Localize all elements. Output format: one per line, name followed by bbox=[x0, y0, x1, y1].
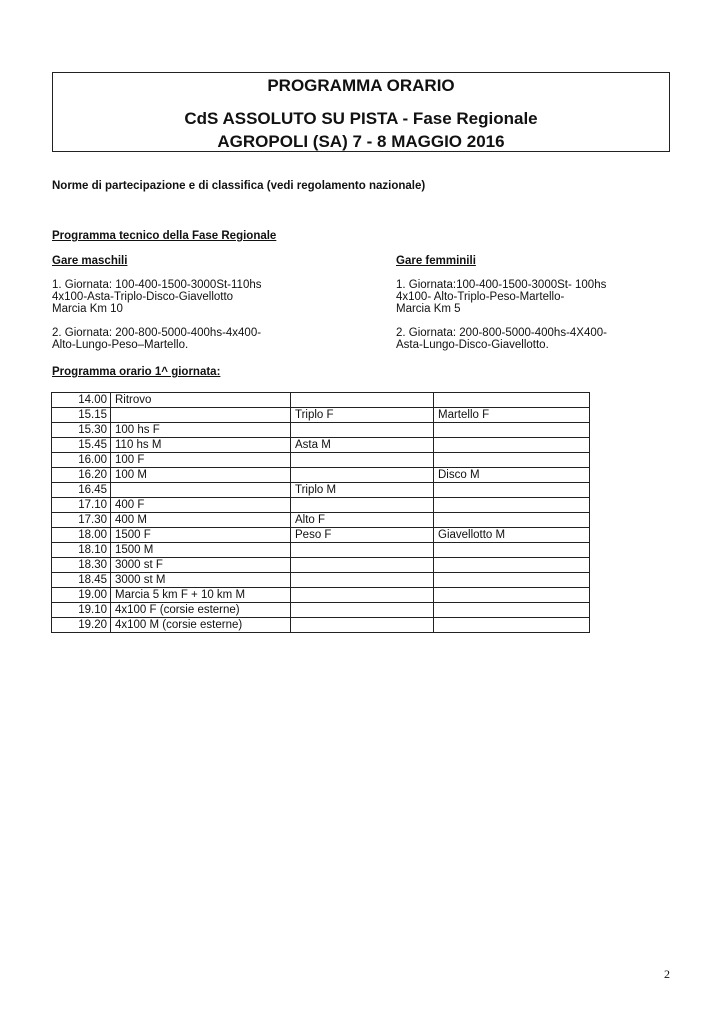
throw-event-cell bbox=[434, 543, 590, 558]
event-location-date: AGROPOLI (SA) 7 - 8 MAGGIO 2016 bbox=[217, 132, 505, 151]
throw-event-cell bbox=[434, 558, 590, 573]
track-event-cell: 400 M bbox=[111, 513, 291, 528]
time-cell: 17.10 bbox=[52, 498, 111, 513]
jump-event-cell: Triplo M bbox=[291, 483, 434, 498]
time-cell: 15.30 bbox=[52, 423, 111, 438]
table-row bbox=[52, 573, 590, 588]
table-row bbox=[52, 543, 590, 558]
jump-event-cell bbox=[291, 543, 434, 558]
track-event-cell: 100 M bbox=[111, 468, 291, 483]
jump-event-cell: Asta M bbox=[291, 438, 434, 453]
table-row bbox=[52, 498, 590, 513]
gare-femminili-day2 bbox=[396, 327, 607, 351]
throw-event-cell bbox=[434, 513, 590, 528]
schedule-table bbox=[51, 392, 590, 633]
jump-event-cell bbox=[291, 498, 434, 513]
time-cell: 18.30 bbox=[52, 558, 111, 573]
programma-tecnico-heading: Programma tecnico della Fase Regionale bbox=[52, 230, 277, 242]
table-row bbox=[52, 603, 590, 618]
jump-event-cell bbox=[291, 603, 434, 618]
table-row bbox=[52, 393, 590, 408]
text-line: 2. Giornata: 200-800-5000-400hs-4X400- bbox=[396, 327, 607, 339]
table-row bbox=[52, 468, 590, 483]
time-cell: 16.20 bbox=[52, 468, 111, 483]
track-event-cell: 400 F bbox=[111, 498, 291, 513]
track-event-cell: 100 hs F bbox=[111, 423, 291, 438]
throw-event-cell: Disco M bbox=[434, 468, 590, 483]
jump-event-cell bbox=[291, 468, 434, 483]
track-event-cell: Ritrovo bbox=[111, 393, 291, 408]
table-row bbox=[52, 453, 590, 468]
table-row bbox=[52, 438, 590, 453]
throw-event-cell bbox=[434, 438, 590, 453]
gare-maschili-heading: Gare maschili bbox=[52, 255, 128, 267]
event-subtitle: CdS ASSOLUTO SU PISTA - Fase Regionale bbox=[184, 109, 538, 128]
table-row bbox=[52, 408, 590, 423]
time-cell: 18.10 bbox=[52, 543, 111, 558]
table-row bbox=[52, 528, 590, 543]
gare-femminili-heading: Gare femminili bbox=[396, 255, 476, 267]
text-line: Alto-Lungo-Peso–Martello. bbox=[52, 339, 189, 351]
gare-femminili-day1 bbox=[396, 279, 606, 315]
jump-event-cell bbox=[291, 588, 434, 603]
track-event-cell: 1500 M bbox=[111, 543, 291, 558]
throw-event-cell bbox=[434, 393, 590, 408]
programma-orario-heading: Programma orario 1^ giornata: bbox=[52, 366, 221, 378]
track-event-cell: 3000 st M bbox=[111, 573, 291, 588]
track-event-cell: 3000 st F bbox=[111, 558, 291, 573]
table-row bbox=[52, 423, 590, 438]
text-line: 4x100-Asta-Triplo-Disco-Giavellotto bbox=[52, 291, 234, 303]
gare-maschili-day1 bbox=[52, 279, 262, 315]
table-row bbox=[52, 588, 590, 603]
text-line: 4x100- Alto-Triplo-Peso-Martello- bbox=[396, 291, 565, 303]
title-box bbox=[52, 72, 670, 152]
throw-event-cell: Martello F bbox=[434, 408, 590, 423]
table-row bbox=[52, 513, 590, 528]
time-cell: 14.00 bbox=[52, 393, 111, 408]
jump-event-cell bbox=[291, 573, 434, 588]
jump-event-cell bbox=[291, 393, 434, 408]
throw-event-cell bbox=[434, 498, 590, 513]
jump-event-cell: Alto F bbox=[291, 513, 434, 528]
text-line: 1. Giornata:100-400-1500-3000St- 100hs bbox=[396, 279, 607, 291]
throw-event-cell bbox=[434, 453, 590, 468]
table-row bbox=[52, 618, 590, 633]
text-line: 2. Giornata: 200-800-5000-400hs-4x400- bbox=[52, 327, 262, 339]
time-cell: 18.00 bbox=[52, 528, 111, 543]
track-event-cell bbox=[111, 483, 291, 498]
time-cell: 16.45 bbox=[52, 483, 111, 498]
schedule-body bbox=[52, 393, 590, 633]
jump-event-cell: Triplo F bbox=[291, 408, 434, 423]
throw-event-cell bbox=[434, 423, 590, 438]
time-cell: 16.00 bbox=[52, 453, 111, 468]
jump-event-cell bbox=[291, 423, 434, 438]
time-cell: 19.20 bbox=[52, 618, 111, 633]
table-row bbox=[52, 558, 590, 573]
time-cell: 17.30 bbox=[52, 513, 111, 528]
throw-event-cell bbox=[434, 573, 590, 588]
text-line: 1. Giornata: 100-400-1500-3000St-110hs bbox=[52, 279, 262, 291]
throw-event-cell bbox=[434, 618, 590, 633]
page-number: 2 bbox=[664, 967, 670, 981]
table-row bbox=[52, 483, 590, 498]
jump-event-cell bbox=[291, 558, 434, 573]
track-event-cell: 110 hs M bbox=[111, 438, 291, 453]
jump-event-cell: Peso F bbox=[291, 528, 434, 543]
time-cell: 18.45 bbox=[52, 573, 111, 588]
page-title: PROGRAMMA ORARIO bbox=[267, 76, 455, 95]
time-cell: 19.00 bbox=[52, 588, 111, 603]
gare-maschili-day2 bbox=[52, 327, 261, 351]
track-event-cell: 100 F bbox=[111, 453, 291, 468]
throw-event-cell bbox=[434, 483, 590, 498]
norme-heading: Norme di partecipazione e di classifica (vedi regolamento nazionale) bbox=[52, 180, 426, 192]
jump-event-cell bbox=[291, 618, 434, 633]
time-cell: 19.10 bbox=[52, 603, 111, 618]
track-event-cell: 4x100 F (corsie esterne) bbox=[111, 603, 291, 618]
text-line: Asta-Lungo-Disco-Giavellotto. bbox=[396, 339, 549, 351]
jump-event-cell bbox=[291, 453, 434, 468]
throw-event-cell: Giavellotto M bbox=[434, 528, 590, 543]
time-cell: 15.45 bbox=[52, 438, 111, 453]
text-line: Marcia Km 10 bbox=[52, 303, 123, 315]
track-event-cell: 1500 F bbox=[111, 528, 291, 543]
throw-event-cell bbox=[434, 603, 590, 618]
track-event-cell bbox=[111, 408, 291, 423]
track-event-cell: Marcia 5 km F + 10 km M bbox=[111, 588, 291, 603]
text-line: Marcia Km 5 bbox=[396, 303, 461, 315]
throw-event-cell bbox=[434, 588, 590, 603]
time-cell: 15.15 bbox=[52, 408, 111, 423]
track-event-cell: 4x100 M (corsie esterne) bbox=[111, 618, 291, 633]
